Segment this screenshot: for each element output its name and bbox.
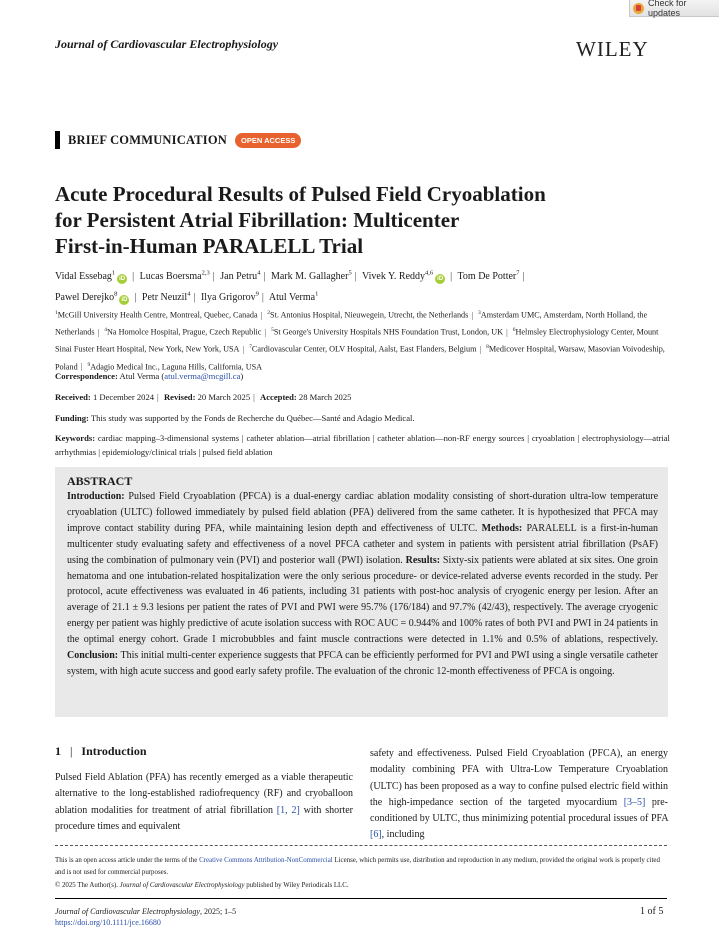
doi-link[interactable]: https://doi.org/10.1111/jce.16680	[55, 918, 161, 927]
title-line: for Persistent Atrial Fibrillation: Multicenter	[55, 208, 460, 232]
abstract-box	[55, 467, 668, 717]
affiliations: $^1$McGill University Health Centre, Montreal, Quebec, Canada | $^2$St. Antonius Hospital, Nieuwegein, Utrecht, the Netherlands | $^3$Amsterdam UMC, Amsterdam, North Holland, the Netherlands | $^4$Na Homolce Hospital, Prague, Czech Republic | $^5$St George's University Hospitals NHS Foundation Trust, London, UK | $^6$Helmsley Electrophysiology Center, Mount Sinai Fuster Heart Hospital, New York, New York, USA | $^7$Cardiovascular Center, OLV Hospital, Aalst, East Flanders, Belgium | $^8$Medicover Hospital, Warsaw, Masovian Voivodeship, Poland | $^9$Adagio Medical Inc., Laguna Hills, California, USA	[55, 310, 665, 372]
abstract-introduction: Pulsed Field Cryoablation (PFCA) is a dual-energy cardiac ablation modality consisting of short-duration ultra-low temperature cryoablation (ULTC) followed immediately by pulsed field ablation (PFA) delivered from the same catheter. It is hypothesized that PFCA may improve contact stability during PFA, while maintaining lesion depth and effectiveness of ULTC.	[67, 491, 659, 534]
keyword[interactable]: catheter ablation—atrial fibrillation	[246, 433, 370, 443]
keyword[interactable]: cardiac mapping–3-dimensional systems	[97, 433, 240, 443]
page-number: 1 of 5	[640, 906, 664, 917]
article-dates: Received: 1 December 2024 | Revised: 20 March 2025 | Accepted: 28 March 2025	[55, 392, 352, 402]
title-line: Acute Procedural Results of Pulsed Field Cryoablation	[55, 182, 546, 206]
orcid-icon[interactable]: iD	[119, 276, 126, 283]
keyword[interactable]: epidemiology/clinical trials	[102, 446, 197, 457]
author[interactable]: Vivek Y. Reddy$^{4,6}$	[362, 270, 434, 283]
abstract-heading: ABSTRACT	[67, 474, 133, 488]
keywords: Keywords: cardiac mapping–3-dimensional systems | catheter ablation—atrial fibrillation | catheter ablation—non-RF energy sources | cryoablation | electrophysiology—atrial arrhythmias | epidemiology/clinical trials | pulsed field ablation	[55, 433, 670, 457]
article-title	[55, 181, 675, 259]
author-list: Vidal Essebag$^1$iD | Lucas Boersma$^{2,3}$ | Jan Petru$^4$ | Mark M. Gallagher$^5$ | Vivek Y. Reddy$^{4,6}$iD | Tom De Potter$^7$ | Pawel Derejko$^8$iD | Petr Neuzil$^4$ | Ilya Grigorov$^9$ | Atul Verma$^1$	[55, 270, 525, 303]
check-for-updates-button[interactable]	[629, 0, 719, 17]
keyword[interactable]: cryoablation	[531, 433, 575, 443]
footer-citation: Journal of Cardiovascular Electrophysiology, 2025; 1–5 https://doi.org/10.1111/jce.16680	[55, 907, 237, 927]
journal-name: Journal of Cardiovascular Electrophysiology	[55, 37, 279, 51]
title-line: First-in-Human PARALELL Trial	[55, 234, 364, 258]
abstract-results: Sixty-six patients were ablated at six sites. One groin hematoma and one intubation-related hospitalization were the only serious procedure- or device-related adverse events recorded in the study. Per protocol, acute effectiveness was evaluated in 46 patients, including 31 patients with post-hoc analysis of cryogenic energy per lesion. After an average of 21.1 ± 9.3 lesions per patient the rates of PVI and PWI were 95.7% (176/184) and 97.7% (42/43), respectively. The average cryogenic energy per patient was highly predictive of acute isolation success with ROC AUC = 0.944% and 100% rates of both PVI and PWI in 24 patients in the optimal energy cohort. Grade I microbubbles and faint muscle contractions were detected in 1.1% and 0.5% of ablations, respectively.	[67, 554, 659, 646]
crossmark-icon	[633, 3, 644, 14]
reference-link[interactable]: [3–5]	[623, 796, 646, 808]
section-heading-introduction: 1 | Introduction	[55, 744, 147, 758]
open-access-badge: OPEN ACCESS	[235, 133, 301, 148]
author[interactable]: Lucas Boersma$^{2,3}$	[139, 270, 210, 283]
publisher-logo: WILEY	[576, 37, 649, 61]
reference-link[interactable]: [1, 2]	[276, 804, 300, 816]
body-column-right: safety and effectiveness. Pulsed Field Cryoablation (PFCA), an energy modality combining PFA with Ultra-Low Temperature Cryoablation (ULTC) has been proposed as a way to confine pulsed electric field within the high-impedance section of the targeted myocardium [3–5] pre-conditioned by ULTC, thus minimizing potential procedural issues of PFA [6], including	[370, 748, 668, 841]
keyword[interactable]: catheter ablation—non-RF energy sources	[377, 433, 525, 443]
author[interactable]: Atul Verma$^1$	[268, 290, 319, 303]
abstract-conclusion: This initial multi-center experience suggests that PFCA can be efficiently performed for PVI and PWI using a single versatile catheter system, with high acute success and good early safety profile. The evaluation of the chronic 12-month effectiveness of PFCA is ongoing.	[67, 650, 659, 677]
orcid-icon[interactable]: iD	[121, 296, 128, 303]
copyright-notice: © 2025 The Author(s). Journal of Cardiovascular Electrophysiology published by Wiley Periodicals LLC.	[55, 882, 349, 889]
author[interactable]: Vidal Essebag$^1$	[55, 270, 116, 283]
author[interactable]: Tom De Potter$^7$	[457, 270, 520, 283]
section-marker-bar	[55, 131, 60, 149]
email-link[interactable]: atul.verma@mcgill.ca	[164, 371, 241, 381]
footer-divider	[55, 898, 667, 899]
article-type	[55, 131, 301, 149]
author[interactable]: Petr Neuzil$^4$	[141, 290, 191, 303]
license-notice: This is an open access article under the terms of the Creative Commons Attribution-NonCommercial License, which permits use, distribution and reproduction in any medium, provided the original work is properly cited and is not used for commercial purposes.	[55, 857, 660, 876]
abstract-body: Introduction: Pulsed Field Cryoablation (PFCA) is a dual-energy cardiac ablation modality consisting of short-duration ultra-low temperature cryoablation (ULTC) followed immediately by pulsed field ablation (PFA) delivered from the same catheter. It is hypothesized that PFCA may improve contact stability during PFA, while maintaining lesion depth and effectiveness of ULTC. Methods: PARALELL is a first-in-human multicenter study evaluating safety and effectiveness of a novel PFCA catheter and system in patients with persistent atrial fibrillation (PsAF) using the combination of pulmonary vein (PVI) and posterior wall (PWI) isolation. Results: Sixty-six patients were ablated at six sites. One groin hematoma and one intubation-related hospitalization were the only serious procedure- or device-related adverse events recorded in the study. Per protocol, acute effectiveness was evaluated in 46 patients, including 31 patients with post-hoc analysis of cryogenic energy per lesion. After an average of 21.1 ± 9.3 lesions per patient the rates of PVI and PWI were 95.7% (176/184) and 97.7% (42/43), respectively. The average cryogenic energy per patient was highly predictive of acute isolation success with ROC AUC = 0.944% and 100% rates of both PVI and PWI in 24 patients in the optimal energy cohort. Grade I microbubbles and faint muscle contractions were detected in 1.1% and 0.5% of ablations, respectively. Conclusion: This initial multi-center experience suggests that PFCA can be efficiently performed for PVI and PWI using a single versatile catheter system, with high acute success and good early safety profile. The evaluation of the chronic 12-month effectiveness of PFCA is ongoing.	[67, 491, 659, 677]
funding: Funding: This study was supported by the Fonds de Recherche du Québec—Santé and Adagio Medical.	[55, 413, 415, 423]
keyword[interactable]: pulsed field ablation	[202, 446, 273, 457]
footnote-divider	[55, 845, 667, 846]
author[interactable]: Pawel Derejko$^8$	[55, 290, 118, 303]
article-type-label: BRIEF COMMUNICATION	[68, 132, 228, 147]
author[interactable]: Ilya Grigorov$^9$	[200, 290, 259, 303]
keyword[interactable]: electrophysiology—atrial arrhythmias	[55, 433, 670, 457]
body-column-left: Pulsed Field Ablation (PFA) has recently emerged as a viable therapeutic alternative to the long-established radiofrequency (RF) and cryoballoon ablation modalities for treatment of atrial fibrillation [1, 2] with shorter procedure times and equivalent	[55, 772, 353, 832]
orcid-icon[interactable]: iD	[437, 276, 444, 283]
check-updates-label: Check for updates	[648, 0, 687, 18]
abstract-methods: PARALELL is a first-in-human multicenter study evaluating safety and effectiveness of a novel PFCA catheter and system in patients with persistent atrial fibrillation (PsAF) using the combination of pulmonary vein (PVI) and posterior wall (PWI) isolation.	[67, 522, 659, 566]
correspondence: Correspondence: Atul Verma (atul.verma@mcgill.ca)	[55, 371, 244, 381]
reference-link[interactable]: [6]	[370, 829, 382, 841]
author[interactable]: Jan Petru$^4$	[220, 270, 261, 283]
author[interactable]: Mark M. Gallagher$^5$	[270, 270, 352, 283]
license-link[interactable]: Creative Commons Attribution-NonCommercial	[199, 857, 333, 864]
